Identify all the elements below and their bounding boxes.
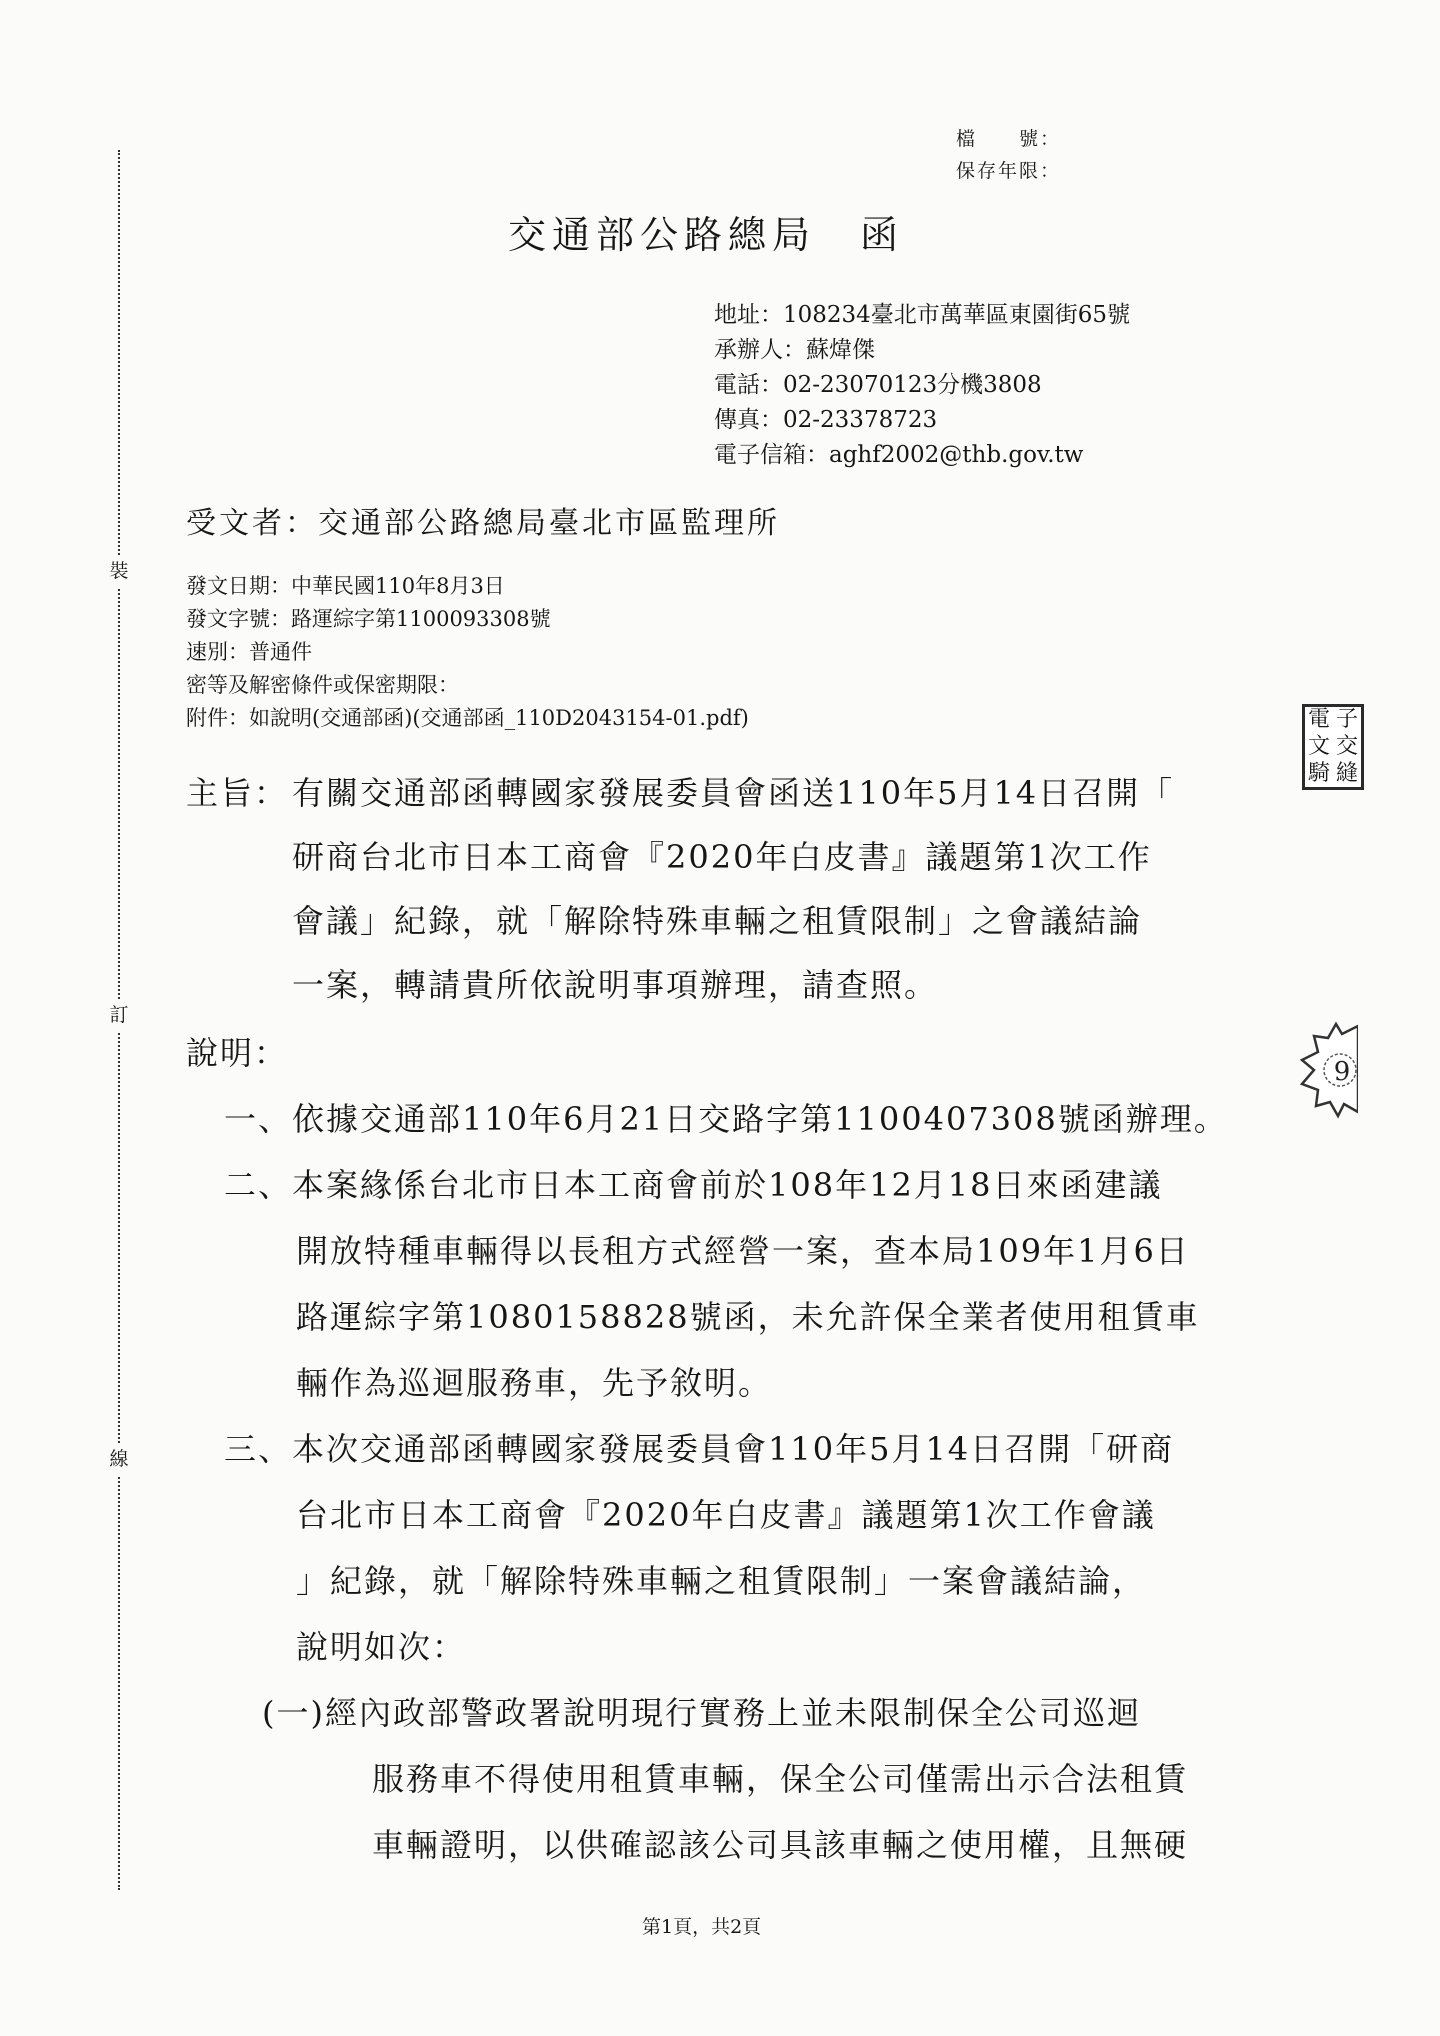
- explanation-sub-1-line: 車輛證明，以供確認該公司具該車輛之使用權，且無硬: [372, 1826, 1189, 1864]
- recipient: 受文者：交通部公路總局臺北市區監理所: [186, 506, 780, 541]
- stamp-char: 電: [1307, 707, 1330, 733]
- subject-line: 會議」紀錄，就「解除特殊車輛之租賃限制」之會議結論: [292, 902, 1143, 940]
- retention-period-label: 保存年限：: [956, 160, 1062, 182]
- stamp-char: 縫: [1335, 760, 1358, 786]
- document-title: 交通部公路總局 函: [508, 213, 905, 257]
- secrecy-level: 密等及解密條件或保密期限：: [186, 673, 459, 697]
- explanation-item-2-line: 輛作為巡迴服務車，先予敘明。: [296, 1364, 773, 1402]
- explanation-item-2-line: 二、本案緣係台北市日本工商會前於108年12月18日來函建議: [224, 1166, 1163, 1204]
- contact-fax: 傳真：02-23378723: [714, 407, 938, 433]
- stamp-char: 文: [1307, 733, 1330, 759]
- explanation-sub-1-line: 服務車不得使用租賃車輛，保全公司僅需出示合法租賃: [372, 1760, 1189, 1798]
- explanation-item-3-line: 三、本次交通部函轉國家發展委員會110年5月14日召開「研商: [224, 1430, 1175, 1468]
- binding-label-xian: 線: [104, 1444, 134, 1475]
- subject-line: 一案，轉請貴所依說明事項辦理，請查照。: [292, 966, 939, 1004]
- document-number: 發文字號：路運綜字第1100093308號: [186, 607, 551, 631]
- issue-date: 發文日期：中華民國110年8月3日: [186, 574, 505, 598]
- explanation-item-2-line: 開放特種車輛得以長租方式經營一案，查本局109年1月6日: [296, 1232, 1190, 1270]
- attachment: 附件：如說明(交通部函)(交通部函_110D2043154-01.pdf): [186, 706, 749, 730]
- binding-label-ding: 訂: [104, 1000, 134, 1031]
- contact-email: 電子信箱：aghf2002@thb.gov.tw: [714, 442, 1084, 468]
- explanation-item-3-line: 說明如次：: [296, 1628, 467, 1666]
- explanation-item-2-line: 路運綜字第1080158828號函，未允許保全業者使用租賃車: [296, 1298, 1200, 1336]
- contact-block: [714, 298, 1130, 473]
- page-footer: 第1頁，共2頁: [642, 1916, 762, 1938]
- stamp-char: 交: [1335, 733, 1358, 759]
- contact-phone: 電話：02-23070123分機3808: [714, 372, 1042, 398]
- seal-number: 9: [1333, 1057, 1351, 1087]
- explanation-sub-1-line: (一)經內政部警政署說明現行實務上並未限制保全公司巡迴: [262, 1694, 1141, 1732]
- stamp-char: 騎: [1307, 760, 1330, 786]
- contact-address: 地址：108234臺北市萬華區東園街65號: [714, 302, 1131, 328]
- page-seal-icon: [1296, 1020, 1358, 1120]
- subject-line: 有關交通部函轉國家發展委員會函送110年5月14日召開「: [292, 774, 1175, 812]
- subject-label: 主旨：: [186, 774, 289, 812]
- stamp-char: 子: [1335, 707, 1358, 733]
- explanation-item-1: 一、依據交通部110年6月21日交路字第1100407308號函辦理。: [224, 1100, 1228, 1138]
- document-meta: [186, 570, 749, 735]
- file-number-label: 檔 號：: [956, 128, 1062, 150]
- delivery-speed: 速別：普通件: [186, 640, 312, 664]
- explanation-item-3-line: 」紀錄，就「解除特殊車輛之租賃限制」一案會議結論，: [296, 1562, 1147, 1600]
- electronic-document-stamp: [1302, 704, 1364, 790]
- binding-label-zhuang: 裝: [104, 556, 134, 587]
- subject-line: 研商台北市日本工商會『2020年白皮書』議題第1次工作: [292, 838, 1152, 876]
- explanation-item-3-line: 台北市日本工商會『2020年白皮書』議題第1次工作會議: [296, 1496, 1156, 1534]
- explanation-label: 說明：: [186, 1034, 289, 1072]
- contact-handler: 承辦人：蘇煒傑: [714, 337, 875, 363]
